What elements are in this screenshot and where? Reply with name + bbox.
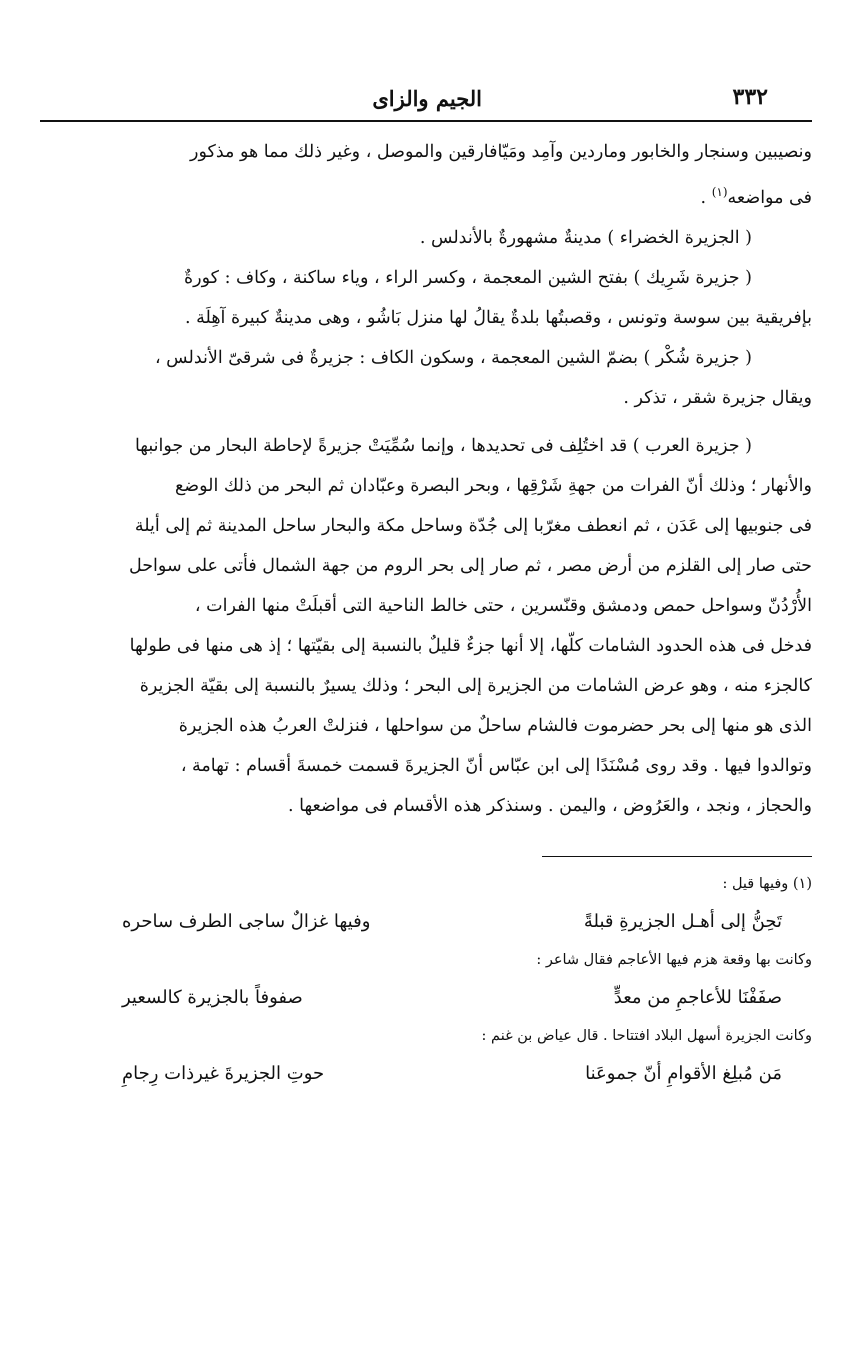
footnotes xyxy=(40,871,812,1091)
text-line: فى جنوبيها إلى عَدَن ، ثم انعطف مغرّبا إلى جُدّة وساحل مكة والبحار ساحل المدينة ثم إلى أيلة xyxy=(134,515,812,536)
text-line: والحجاز ، ونجد ، والعَرُوض ، واليمن . وسنذكر هذه الأقسام فى مواضعها . xyxy=(288,795,812,816)
entry-al-jazira-al-khadra: ( الجزيرة الخضراء ) مدينةٌ مشهورةٌ بالأندلس . xyxy=(419,227,752,248)
main-text xyxy=(40,132,812,826)
text-line: الذى هو منها إلى بحر حضرموت فالشام ساحلٌ من سواحلها ، فنزلتْ العربُ هذه الجزيرة xyxy=(178,715,812,736)
verse-second-half: حوتِ الجزيرةَ غيرذات رِجامِ xyxy=(122,1062,325,1084)
text-line: وتوالدوا فيها . وقد روى مُسْنَدًا إلى ابن عبّاس أنّ الجزيرةَ قسمت خمسةَ أقسام : تهامة ، xyxy=(180,755,812,776)
entry-jazirat-shukr: ( جزيرة شُكْر ) بضمّ الشين المعجمة ، وسكون الكاف : جزيرةٌ فى شرقىّ الأندلس ، xyxy=(154,347,752,368)
text-span: فى مواضعه xyxy=(727,187,812,208)
text-line: كالجزء منه ، وهو عرض الشامات من الجزيرة إلى البحر ؛ وذلك يسيرٌ بالنسبة إلى بقيّة الجزيرة xyxy=(139,675,812,696)
running-header xyxy=(40,80,812,122)
footnote-intro: وكانت الجزيرة أسهل البلاد افتتاحا . قال عياض بن غنم : xyxy=(481,1027,812,1044)
footnote-intro: وكانت بها وقعة هزم فيها الأعاجم فقال شاعر : xyxy=(536,951,812,968)
text-line: ويقال جزيرة شقر ، تذكر . xyxy=(623,387,812,408)
dictionary-page xyxy=(40,80,812,1330)
verse-second-half: صفوفاً بالجزيرة كالسعير xyxy=(122,986,303,1008)
verse-first-half: تَحِنُّ إلى أهـل الجزيرةِ قبلةً xyxy=(583,910,782,932)
text-line: ونصيبين وسنجار والخابور وماردين وآمِد ومَيّافارقين والموصل ، وغير ذلك مما هو مذكور xyxy=(190,142,812,162)
entry-jazirat-sharik: ( جزيرة شَرِيك ) بفتح الشين المعجمة ، وكسر الراء ، وياء ساكنة ، وكاف : كورةٌ xyxy=(184,267,752,288)
verse-second-half: وفيها غزالٌ ساجى الطرف ساحره xyxy=(122,910,371,932)
text-line: بإفريقية بين سوسة وتونس ، وقصبتُها بلدةٌ يقالُ لها منزل بَاشُو ، وهى مدينةٌ كبيرة آهِلَة . xyxy=(185,307,812,328)
poem-verse xyxy=(122,981,782,1015)
text-line: فدخل فى هذه الحدود الشامات كلّها، إلا أنها جزءٌ قليلٌ بالنسبة إلى بقيّتها ؛ إذ هى منها فى طولها xyxy=(129,635,812,656)
entry-jazirat-al-arab: ( جزيرة العرب ) قد اختُلِف فى تحديدها ، وإنما سُمِّيَتْ جزيرةً لإحاطة البحار من جوانبها xyxy=(134,435,752,456)
paragraph-gap xyxy=(40,418,812,426)
footnote-divider xyxy=(542,856,812,857)
verse-first-half: مَن مُبلِغ الأقوامِ أنّ جموعَنا xyxy=(585,1062,782,1084)
running-title: الجيم والزاى xyxy=(372,86,482,111)
page-number: ٣٣٢ xyxy=(732,84,768,110)
footnote-marker: (١) xyxy=(711,185,728,199)
text-line: حتى صار إلى القلزم من أرض مصر ، ثم صار إلى بحر الروم من جهة الشمال فأتى على سواحل xyxy=(128,555,812,576)
text-line xyxy=(40,172,812,218)
text-line: الأُرْدُنّ وسواحل حمص ودمشق وقنّسرين ، حتى خالط الناحية التى أقبلَتْ منها الفرات ، xyxy=(194,595,812,616)
poem-verse xyxy=(122,905,782,939)
verse-first-half: صفَفْنَا للأعاجمِ من معدٍّ xyxy=(613,986,782,1008)
footnote-intro: (١) وفيها قيل : xyxy=(722,875,812,892)
text-line: والأنهار ؛ وذلك أنّ الفرات من جهةِ شَرْقِها ، وبحر البصرة وعبّادان ثم البحر من ذلك الوضع xyxy=(174,475,812,496)
poem-verse xyxy=(122,1057,782,1091)
text-span: . xyxy=(700,187,712,208)
